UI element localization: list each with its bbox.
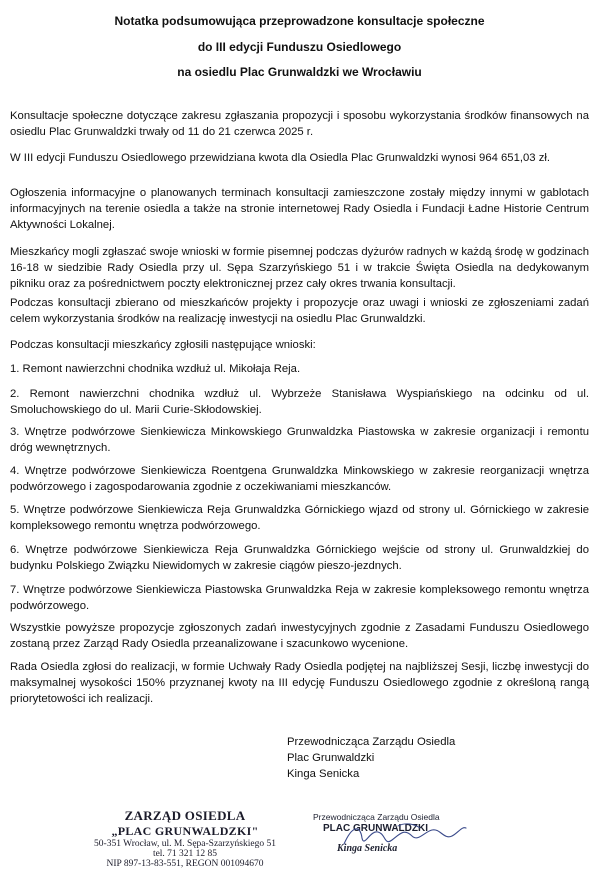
list-item: 2. Remont nawierzchni chodnika wzdłuż ul. Wybrzeże Stanisława Wyspiańskiego na odcinku od ul. Smoluchowskiego do ul. Marii Curie-Skłodowskiej. (10, 388, 589, 416)
chair-stamp-place: PLAC GRUNWALDZKI (323, 823, 428, 834)
document-title-line-3: na osiedlu Plac Grunwaldzki we Wrocławiu (177, 65, 422, 79)
list-item: 4. Wnętrze podwórzowe Sienkiewicza Roentgena Grunwaldzka Minkowskiego w zakresie reorganizacji wnętrza podwórzowego i zagospodarowania zgodnie z oczekiwaniami mieszkanców. (10, 465, 589, 493)
board-stamp-title: ZARZĄD OSIEDLA (124, 808, 246, 823)
document-title-line-2: do III edycji Funduszu Osiedlowego (197, 40, 402, 54)
chair-stamp-title: Przewodnicząca Zarządu Osiedla (313, 812, 440, 822)
board-stamp-phone: tel. 71 321 12 85 (152, 849, 218, 859)
list-item: 7. Wnętrze podwórzowe Sienkiewicza Piastowska Grunwaldzka Reja w zakresie kompleksowego remontu wnętrza podwórzowego. (10, 584, 589, 612)
signature-name: Kinga Senicka (287, 768, 360, 780)
paragraph-collection: Podczas konsultacji zbierano od mieszkańców projekty i propozycje oraz uwagi i wnioski ze zgłoszeniami zadań celem wykorzystania środków na realizację inwestycji na osiedlu Plac Grunwaldzki. (10, 297, 589, 325)
board-stamp-ids: NIP 897-13-83-551, REGON 001094670 (106, 859, 264, 869)
list-item: 1. Remont nawierzchni chodnika wzdłuż ul. Mikołaja Reja. (10, 363, 301, 375)
board-stamp-name: „PLAC GRUNWALDZKI" (111, 824, 259, 838)
list-item: 3. Wnętrze podwórzowe Sienkiewicza Minkowskiego Grunwaldzka Piastowska w zakresie organizacji i remontu dróg wewnętrznych. (10, 426, 589, 454)
list-item: 6. Wnętrze podwórzowe Sienkiewicza Reja Grunwaldzka Górnickiego wejście od strony ul. Grunwaldzkiej do budynku Polskiego Związku Niewidomych w zakresie ciągów pieszo-jezdnych. (10, 544, 589, 572)
board-stamp (60, 808, 310, 869)
board-stamp-address: 50-351 Wrocław, ul. M. Sępa-Szarzyńskiego 51 (94, 839, 276, 849)
list-item: 5. Wnętrze podwórzowe Sienkiewicza Reja Grunwaldzka Górnickiego wjazd od strony ul. Górnickiego w zakresie kompleksowego remontu wnętrza podwórzowego. (10, 504, 589, 532)
paragraph-submission: Mieszkańcy mogli zgłaszać swoje wnioski w formie pisemnej podczas dyżurów radnych w każdą środę w godzinach 16-18 w siedzibie Rady Osiedla przy ul. Sępa Szarzyńskiego 51 i w trakcie Święta Osiedla na dedykowanym pikniku oraz za pośrednictwem poczty elektronicznej przez cały okres trwania konsultacji. (10, 246, 589, 290)
paragraph-requests-intro: Podczas konsultacji mieszkańcy zgłosili następujące wnioski: (10, 339, 316, 351)
paragraph-amount: W III edycji Funduszu Osiedlowego przewidziana kwota dla Osiedla Plac Grunwaldzki wynosi 964 651,03 zł. (10, 152, 551, 164)
paragraph-analysis: Wszystkie powyższe propozycje zgłoszonych zadań inwestycyjnych zgodnie z Zasadami Funduszu Osiedlowego zostaną przez Zarząd Rady Osiedla przeanalizowane i szacunkowo wycenione. (10, 622, 589, 650)
paragraph-dates: Konsultacje społeczne dotyczące zakresu zgłaszania propozycji i sposobu wykorzystania środków finansowych na osiedlu Plac Grunwaldzki trwały od 11 do 21 czerwca 2025 r. (10, 110, 589, 138)
chair-stamp-name: Kinga Senicka (337, 843, 398, 854)
paragraph-announcements: Ogłoszenia informacyjne o planowanych terminach konsultacji zamieszczone zostały między innymi w gablotach informacyjnych na terenie osiedla a także na stronie internetowej Rady Osiedla i Fundacji Ładne Historie Centrum Aktywności Lokalnej. (10, 187, 589, 231)
paragraph-resolution: Rada Osiedla zgłosi do realizacji, w formie Uchwały Rady Osiedla podjętej na najbliższej Sesji, liczbę inwestycji do maksymalnej wysokości 150% przyznanej kwoty na III edycję Funduszu Osiedlowego zgodnie z określoną rangą priorytetowości ich realizacji. (10, 661, 589, 705)
document-title-line-1: Notatka podsumowująca przeprowadzone konsultacje społeczne (114, 14, 485, 28)
handwritten-signature (340, 818, 470, 852)
signature-place: Plac Grunwaldzki (287, 752, 375, 764)
signature-title: Przewodnicząca Zarządu Osiedla (287, 736, 456, 748)
